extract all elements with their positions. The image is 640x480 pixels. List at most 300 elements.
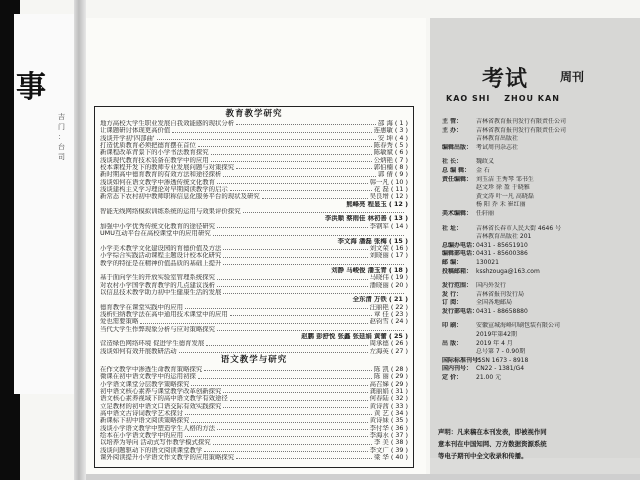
info-value: 任轩丽 [476,209,495,217]
info-row [442,268,638,277]
toc-entry-title: 浅析归纳教学法在高中通用技术课堂中的应用 [100,310,228,318]
toc-entry-title: 立足教材的初中语文口语交际有效实践探究 [100,402,222,410]
toc-entry-page: ( 39 ) [390,446,408,454]
toc-leader-dots [172,132,371,133]
toc-entry-title: 爱也需要策略 [100,318,139,326]
toc-entry-author: 陈敏斌 [373,149,393,157]
toc-entry-title: 对农村小学国学教育教学的几点建议浅析 [100,281,216,289]
toc-leader-dots [211,161,372,162]
toc-leader-dots [262,198,368,199]
toc-entry [100,274,408,281]
toc-entry-title: 加强中小学优秀传统文化教育的途径研究 [100,222,216,230]
toc-leader-dots [191,422,367,423]
info-label: 发行范围： [442,282,473,290]
info-value: ISSN 1673 - 8918 [476,356,529,364]
info-row [442,340,638,349]
toc-leader-dots [236,124,376,125]
toc-entry-page: ( 12 ) [390,193,408,201]
toc-leader-dots [223,392,367,393]
toc-entry-page: ( 31 ) [390,388,408,396]
toc-entry [100,432,408,439]
toc-entry [100,120,408,127]
toc-entry [100,403,408,410]
left-page-fragment: 门 [58,123,65,131]
magazine-title: 考试 [482,66,529,92]
info-row [442,282,638,291]
toc-entry-title: 小学语文课堂分层教学策略探究 [100,380,190,388]
info-label: 印 刷： [442,322,463,330]
toc-entry [100,410,408,417]
toc-entry-page: ( 11 ) [390,186,408,194]
toc-leader-dots [230,400,368,401]
toc-entry [100,326,408,333]
info-label: 主 办： [442,126,463,134]
toc-entry-page: ( 9 ) [394,171,408,179]
toc-entry-title: 以信息技术教学助力初中生健康生活的发展 [100,288,222,296]
info-value: 吉林省报刊发行局 [476,290,525,298]
toc-entry-page: ( 21 ) [388,296,408,304]
toc-entry-title: 打造优质教育必须把德育摆在首位 [100,142,196,150]
left-page-fragment: 司 [58,153,65,161]
toc-entry-author: 连惠敏 [373,127,393,135]
info-row [442,365,638,374]
info-row [442,176,638,185]
toc-entry-page: ( 10 ) [390,178,408,186]
toc-entry-page: ( 1 ) [394,120,408,127]
toc-entry [100,193,408,200]
info-label: 发 行： [442,290,463,298]
toc-entry-author: 黄诗妹 [369,417,389,425]
info-value: 考试周刊杂志社 [476,143,519,151]
info-label: 投稿邮箱： [442,267,473,275]
info-label: 国内刊号： [442,365,473,373]
toc-entry-author: 黄 艺 [373,410,389,418]
toc-entry-title: 营造绿色网络环境 促进学生德育发展 [100,340,205,348]
toc-entry [100,296,408,303]
info-value: 刘玉洁 王秀琴 邹书生 [476,175,534,183]
toc-entry-page: ( 23 ) [390,310,408,318]
toc-entry-title: 当代大学生作弊现象分析与应对策略探究 [100,325,216,333]
toc-entry-author: 周承德 [369,340,389,348]
toc-entry-author: 刘静 马峻俊 潘玉青 [331,266,387,274]
info-label: 订 阅： [442,299,463,307]
info-label: 总编办电话： [442,241,479,249]
toc-entry [100,223,408,230]
toc-entry [100,252,408,259]
toc-entry-title: 微课在初中语文教学中的运用初探 [100,373,196,381]
toc-box [94,106,414,468]
toc-entry-author: 李 美 [373,439,389,447]
info-row [442,308,638,317]
toc-entry [100,381,408,388]
toc-leader-dots [140,323,367,324]
toc-entry-page: ( 19 ) [390,274,408,282]
toc-entry-page: ( 32 ) [390,395,408,403]
toc-entry-title: UMU互动平台在高校课堂中的应用研究 [100,230,211,238]
toc-entry [100,439,408,446]
toc-leader-dots [198,146,372,147]
info-row [442,158,638,167]
magazine-brand [430,54,640,114]
toc-entry [100,157,408,164]
toc-entry-title: 高中语文古诗词教学艺术探讨 [100,410,184,418]
info-row [442,225,638,234]
toc-entry-page: ( 12 ) [388,200,408,208]
toc-entry-page: ( 18 ) [388,266,408,274]
toc-entry [100,366,408,373]
toc-entry-page: ( 37 ) [390,432,408,440]
table-of-contents-page [86,18,426,474]
info-value: 赵文珍 徐 盈 于晓雅 [476,184,530,192]
toc-entry-author: 潘晓丽 [369,281,389,289]
toc-entry-page: ( 5 ) [394,142,408,150]
toc-entry-title: 新课标下初中语文阅读策略探究 [100,417,190,425]
info-value: 安徽宣城海峰印刷包装有限公司 [476,322,561,330]
toc-entry [100,282,408,289]
toc-entry-author: 刘晓丽 [369,252,389,260]
toc-entry-title: 在作文教学中渗透生命教育策略探究 [100,366,203,373]
toc-leader-dots [185,308,368,309]
toc-entry-page: ( 14 ) [390,222,408,230]
info-value: 2019 年 4 月 [476,339,513,347]
toc-entry-page: ( 38 ) [390,439,408,447]
info-value: 0431 - 85600386 [476,250,528,258]
info-row [442,184,638,193]
info-row [442,259,638,268]
toc-entry-page: ( 6 ) [394,149,408,157]
toc-entry-page: ( 29 ) [390,373,408,381]
left-page-heading-char: 事 [16,70,46,105]
toc-entry-author: 郭伯楠 [373,164,393,172]
masthead-panel [430,18,640,458]
toc-entry-title: 浅谈小学语文教学中塑造学生人格的方法 [100,424,216,432]
declaration-line: 等电子期刊中全文收录和传播。 [438,452,528,460]
toc-entry [100,447,408,454]
toc-section-title: 语文教学与研究 [220,355,288,365]
toc-entry-title: 浅谈开学初'四部曲' [100,134,155,142]
pinyin-part: KAO SHI [446,94,491,103]
toc-entry-page: ( 40 ) [390,454,408,462]
toc-entry-page: ( 25 ) [388,332,408,340]
toc-entry-page: ( 35 ) [390,417,408,425]
toc-leader-dots [223,407,367,408]
toc-entry [100,340,408,347]
toc-entry-author: 陈 丽 [373,373,389,381]
toc-entry [100,179,408,186]
toc-entry-title: 校本课程开发下的教师专业发展问题与对策探究 [100,164,235,172]
magazine-subtitle: 周刊 [560,70,585,84]
info-row [442,374,638,383]
info-value: 130021 [476,258,499,266]
toc-entry-author: 李洪顺 蔡雨佳 林初善 [324,215,387,223]
toc-entry-title: 浅谈如何在语文教学中渗透传统文化教育 [100,178,216,186]
toc-leader-dots [223,293,404,294]
info-value: CN22 - 1381/G4 [476,365,525,373]
toc-entry-author: 李文海 潘磊 张梅 [337,237,387,245]
toc-leader-dots [217,279,368,280]
toc-leader-dots [223,176,376,177]
toc-entry-title: 浅谈建构主义学习理论对早期阅读教学的启示 [100,186,228,194]
info-row [442,331,638,340]
info-value: 黄文涛 叶一凡 高晓磊 [476,192,534,200]
toc-leader-dots [185,436,368,437]
left-page-fragment: 吉 [58,113,65,121]
info-value: 吉林教育出版社 201 [476,233,532,241]
toc-entry-title: 课外阅读提升小学语文作文教学的应用策略探究 [100,454,235,462]
left-page-fragment: 台 [58,143,65,151]
toc-leader-dots [213,235,404,236]
toc-entry-page: ( 24 ) [390,318,408,326]
toc-entry-page: ( 13 ) [388,215,408,223]
toc-entry-page: ( 7 ) [394,156,408,164]
toc-entry-author: 马晓伟 [369,274,389,282]
toc-entry-author: 左海英 [369,347,389,355]
info-label: 社 长： [442,158,463,166]
toc-entry-author: 黄诗茜 [369,402,389,410]
toc-entry-page: ( 3 ) [394,127,408,135]
info-row [442,193,638,202]
masthead-page [430,18,640,480]
toc-leader-dots [230,315,372,316]
info-label: 总 编 辑： [442,166,471,174]
toc-entry [100,267,408,274]
toc-leader-dots [211,154,372,155]
toc-leader-dots [223,249,367,250]
toc-entry [100,186,408,193]
toc-entry-author: 韩一凡 [369,178,389,186]
info-label: 社 址： [442,224,463,232]
toc-entry-title: 新时期高中德育教育的有效方法和途径探析 [100,171,222,179]
info-value: 2019年第42期 [476,331,517,339]
toc-entry-page: ( 4 ) [394,134,408,142]
info-value: 21.00 元 [476,374,502,382]
info-value: 总号第 7 - 0.90期 [476,348,526,356]
toc-leader-dots [223,257,367,258]
info-row [442,357,638,366]
toc-entry-title: 教学的特征是在精神价值品质的基础上提升 [100,259,222,267]
toc-leader-dots [179,352,368,353]
toc-leader-dots [204,370,372,371]
toc-entry-author: 李海水 [369,432,389,440]
toc-entry [100,142,408,149]
toc-entry-page: ( 8 ) [394,164,408,172]
info-value: 0431 - 85651910 [476,241,528,249]
info-label: 编辑出版： [442,143,473,151]
toc-entry-title: 新课程改革背景下的小学书法教育探究 [100,149,209,157]
magazine-pinyin [446,94,570,103]
info-row [442,250,638,259]
info-label: 主 管： [442,118,463,125]
info-row [442,348,638,357]
toc-entry [100,260,408,267]
toc-leader-dots [204,451,367,452]
toc-leader-dots [223,264,404,265]
toc-entry-title: 地方高校大学生职业发展自我效能感的现状分析 [100,120,235,127]
toc-entry-page: ( 20 ) [390,281,408,289]
toc-entry-author: 郭 倩 [378,171,393,179]
toc-entry [100,215,408,222]
toc-entry-title: 让课题研讨体现更高价值 [100,127,171,135]
info-value: 全国各地邮局 [476,299,513,307]
declaration-line: 意本刊在中国知网、万方数据资源系统 [438,440,547,448]
copyright-declaration [438,426,638,462]
info-label: 发行部电话： [442,307,479,315]
toc-entry-title: 浅谈现代教育技术装备在教学中的应用 [100,156,209,164]
toc-entry-author: 公炳艳 [373,156,393,164]
toc-entry [100,417,408,424]
toc-leader-dots [213,444,372,445]
info-row [442,291,638,300]
toc-entry [100,149,408,156]
toc-entry [100,388,408,395]
toc-entry-author: 花 磊 [373,186,389,194]
toc-entry-author: 梁 华 [373,454,389,462]
toc-entry [100,425,408,432]
info-value: 金 石 [476,166,490,174]
toc-entry [100,171,408,178]
toc-entry [100,304,408,311]
info-label: 编辑部电话： [442,250,479,258]
toc-entry-page: ( 29 ) [390,380,408,388]
toc-entry-page: ( 34 ) [390,410,408,418]
toc-entry-page: ( 17 ) [390,252,408,260]
toc-entry-author: 何春陆 [369,395,389,403]
toc-entry-title: 新常态下农村初中教师职称信息化服务平台的现状及研究 [100,193,260,201]
toc-entry-page: ( 28 ) [390,366,408,373]
info-value: 吉林省教育报刊发行有限责任公司 [476,118,567,125]
info-value: 0431 - 88658880 [476,307,528,315]
page-gutter-shadow [74,0,86,480]
info-row [442,233,638,242]
toc-entry-title: 以培养为导向 活动式写作教学模式探究 [100,439,211,447]
left-page-strip [14,14,78,394]
info-row [442,167,638,176]
toc-entry-page: ( 22 ) [390,303,408,311]
toc-entry [100,238,408,245]
toc-entry-author: 全东清 万铁 [352,296,387,304]
toc-entry [100,208,408,215]
info-row [442,118,638,127]
toc-leader-dots [191,385,367,386]
toc-entry-author: 吴良增 [369,193,389,201]
toc-leader-dots [185,414,372,415]
info-label: 定 价： [442,374,463,382]
info-label: 美术编辑： [442,209,473,217]
declaration-line: 声明：凡来稿在本刊发表，即被视作同 [438,428,547,436]
info-row [442,242,638,251]
toc-leader-dots [217,183,368,184]
toc-entry-page: ( 16 ) [390,244,408,252]
toc-leader-dots [217,286,368,287]
toc-entry-author: 陈春秀 [373,142,393,150]
bottom-shadow [86,474,640,480]
toc-leader-dots [206,345,367,346]
toc-entry-title: 小学美术教学文化建设园的育德价值及方法 [100,244,222,252]
pinyin-part: ZHOU KAN [504,94,560,103]
info-label: 责任编辑： [442,175,473,183]
toc-entry-page: ( 26 ) [390,340,408,348]
toc-entry-author: 章 佳 [373,310,389,318]
toc-entry-author: 赵钧雪 [369,318,389,326]
toc-entry-author: 刘文荣 [369,244,389,252]
toc-entry-page: ( 33 ) [390,402,408,410]
toc-leader-dots [217,330,404,331]
toc-leader-dots [230,190,372,191]
toc-entry [100,311,408,318]
toc-entry-title: 浅谈如何有效开展教研活动 [100,347,177,355]
toc-entry [100,164,408,171]
toc-leader-dots [217,227,368,228]
info-row [442,322,638,331]
left-page-fragment: ： [58,133,65,141]
info-label: 邮 编： [442,258,463,266]
info-row [442,144,638,153]
info-value: ksshzouga@163.com [476,267,540,275]
info-value: 国内外发行 [476,282,507,290]
toc-leader-dots [198,378,372,379]
toc-leader-dots [236,458,372,459]
toc-entry-page: ( 27 ) [390,347,408,355]
info-value: 魏政义 [476,158,495,166]
info-value: 杨 阳 乔 禾 崔红丽 [476,201,526,209]
toc-entry-title: 浅谈问题驱动下的语文阅读课堂教学 [100,446,203,454]
toc-entry-author: 熊峰亮 程显玉 [346,200,387,208]
toc-entry [100,289,408,296]
toc-entry-author: 邵 海 [378,120,393,127]
toc-entry-page: ( 15 ) [388,237,408,245]
info-row [442,201,638,210]
toc-entry-title: 德育教学在课堂实践中的应用 [100,303,184,311]
toc-section-title: 教育教学研究 [225,109,283,119]
toc-entry [100,454,408,461]
toc-entry-title: 语文核心素养视域下的高中语文教学有效途径 [100,395,228,403]
toc-entry [100,230,408,237]
toc-leader-dots [236,168,372,169]
toc-entry-author: 陈 凯 [373,366,389,373]
toc-entry-author: 赵鹏 彭舒悦 张鑫 张延娟 黄蕾 [301,332,387,340]
info-row [442,135,638,144]
toc-entry-author: 李文广 [369,446,389,454]
toc-leader-dots [157,139,376,140]
info-value: 吉林省长春市人民大街 4646 号 [476,224,562,232]
info-label: 国际标准刊号： [442,356,485,364]
toc-entry-author: 高召娣 [369,380,389,388]
toc-entry [100,348,408,355]
toc-entry [100,318,408,325]
toc-entry-author: 李付华 [369,424,389,432]
toc-entry [100,201,408,208]
info-value: 吉林省教育报刊发行有限责任公司 [476,126,567,134]
toc-entry [100,135,408,142]
toc-entry-title: 智能无线网络模拟训练系统的运用与效果评价探究 [100,208,241,216]
publication-info [442,118,638,383]
toc-entry [100,395,408,402]
toc-entry-title: 小学综合实践活动课程主题设计校本化研究 [100,252,222,260]
toc-entry-title: 绘本在小学语文教学中的应用 [100,432,184,440]
toc-entry-title: 基于面向学生的开放实验室管理系统探究 [100,274,216,282]
toc-entry-author: 李钢军 [369,222,389,230]
toc-entry-author: 汪丽艳 [369,303,389,311]
toc-leader-dots [217,429,368,430]
info-row [442,127,638,136]
toc-entry [100,333,408,340]
info-row [442,210,638,219]
toc-entry [100,373,408,380]
toc-entry-author: 龚丽娟 [369,388,389,396]
toc-entry-page: ( 36 ) [390,424,408,432]
toc-leader-dots [243,212,404,213]
toc-entry-author: 安 坤 [378,134,393,142]
